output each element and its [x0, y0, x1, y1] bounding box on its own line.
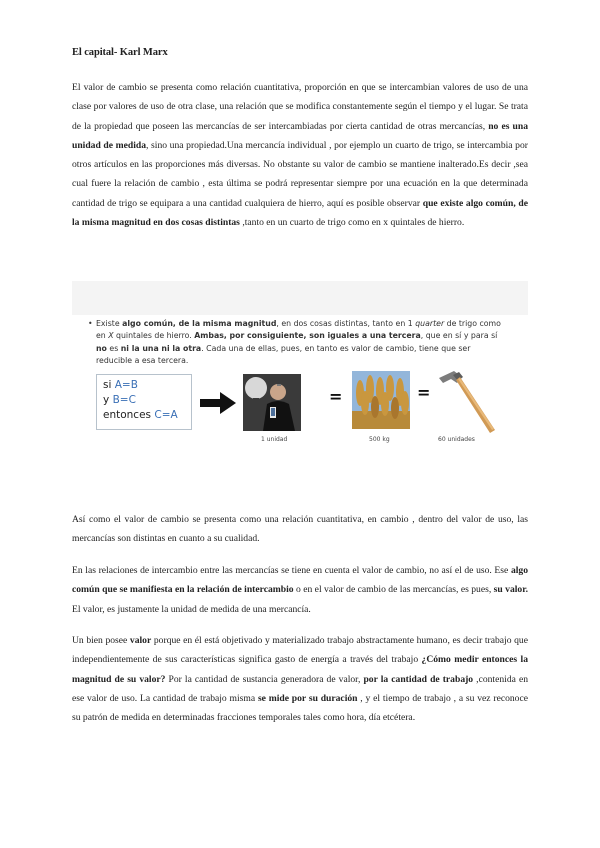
text-run: Un bien posee [72, 635, 130, 646]
text-run: , en dos cosas distintas, tanto en 1 [276, 319, 416, 328]
bullet-glyph: • [88, 319, 93, 328]
person-with-phone-photo [243, 374, 301, 431]
text-run: Así como el valor de cambio se presenta como una relación cuantitativa, en cambio , dentro del valor de uso, las mercancías son distintas en cuanto a su cualidad. [72, 514, 528, 545]
eq-prefix: entonces [103, 409, 155, 421]
bold-run: no es una unidad de medida [72, 120, 528, 151]
text-run: . Cada una de ellas, pues, en tanto es valor de cambio, tiene que ser reducible a esa tercera. [96, 343, 471, 365]
text-run: porque en él está objetivado y materializado trabajo abstractamente humano, es decir trabajo que independientemente de sus características significa gasto de energía a través del trabajo [72, 635, 528, 666]
right-arrow-icon [200, 392, 236, 414]
slide-bullet-text [88, 318, 508, 367]
equals-sign-1: = [329, 387, 343, 406]
text-run: El valor de cambio se presenta como relación cuantitativa, proporción en que se intercambian valores de uso de una clase por valores de uso de otra clase, una relación que se modifica constantemente según el tiempo y el lugar. Se trata de la propiedad que poseen las mercancías de ser intercambiadas por cierta cantidad de otras mercancías, [72, 82, 528, 132]
text-run: En las relaciones de intercambio entre las mercancías se tiene en cuenta el valor de cambio, no así el de uso. Ese [72, 565, 511, 576]
bold-run: no [96, 343, 107, 353]
text-run: Existe [96, 319, 123, 328]
text-run: , y el tiempo de trabajo , a su vez reconoce su patrón de medida en determinadas fracciones temporales tales como hora, día etcétera. [72, 692, 528, 724]
text-run: Por la cantidad de sustancia generadora de valor, [165, 673, 364, 685]
eq-prefix: si [103, 379, 115, 391]
slide-image [72, 281, 528, 505]
bold-run: ni la una ni la otra [120, 343, 202, 353]
text-run: es [106, 343, 121, 353]
eq-prefix: y [103, 394, 113, 406]
bold-run: por la cantidad de trabajo [363, 673, 474, 685]
slide-header-band [72, 281, 528, 315]
bold-run: algo común que se manifiesta en la relación de intercambio [72, 565, 528, 596]
wheat-photo [352, 371, 410, 429]
paragraph-3 [72, 561, 528, 619]
text-run: , sino una propiedad.Una mercancía individual , por ejemplo un cuarto de trigo, se intercambia por otros artículos en las proporciones más diversas. No obstante su valor de cambio se mantiene inalterado.Es decir ,sea cual fuere la relación de cambio , esta última se podrá representar siempre por una ecuación en la que determinada cantidad de trigo se equipara a una cantidad cualquiera de hierro, aquí es posible observar [72, 139, 528, 209]
equation-line-2 [97, 393, 191, 408]
paragraph-4 [72, 631, 528, 727]
bold-run: valor [129, 635, 152, 646]
paragraph-1 [72, 78, 528, 232]
bold-run: algo común, de la misma magnitud [122, 319, 277, 328]
italic-run: X [108, 331, 114, 341]
bold-run: se mide por su duración [257, 692, 358, 704]
text-run: ,contenida en ese valor de uso. La cantidad de trabajo misma [72, 673, 528, 704]
text-run: El valor, es justamente la unidad de medida de una mercancía. [72, 603, 311, 615]
eq-expr: A=B [114, 379, 138, 391]
text-run: o en el valor de cambio de las mercancías, es pues, [293, 584, 494, 596]
document-title: El capital- Karl Marx [72, 47, 168, 58]
equation-line-3 [97, 408, 191, 423]
equation-box [96, 374, 192, 430]
bold-run: que existe algo común, de la misma magnitud en dos cosas distintas [72, 197, 528, 229]
equation-line-1 [97, 375, 191, 393]
caption-kg: 500 kg [369, 436, 390, 443]
eq-expr: C=A [154, 409, 178, 421]
equals-sign-2: = [417, 383, 431, 402]
caption-units: 60 unidades [438, 436, 475, 443]
hammer-icon [429, 369, 504, 435]
text-run: , que en sí y para sí [420, 331, 498, 341]
eq-expr: B=C [112, 394, 136, 406]
bold-run: Ambas, por consiguiente, son iguales a una tercera [194, 331, 421, 341]
bold-run: ¿Cómo medir entonces la magnitud de su valor? [72, 654, 528, 685]
text-run: ,tanto en un cuarto de trigo como en x quintales de hierro. [239, 217, 465, 229]
italic-run: quarter [415, 319, 445, 328]
caption-unit: 1 unidad [261, 436, 288, 443]
paragraph-2 [72, 510, 528, 549]
bold-run: su valor. [493, 584, 528, 596]
text-run: quintales de hierro. [113, 331, 195, 341]
text-run: de trigo como en [96, 319, 501, 341]
